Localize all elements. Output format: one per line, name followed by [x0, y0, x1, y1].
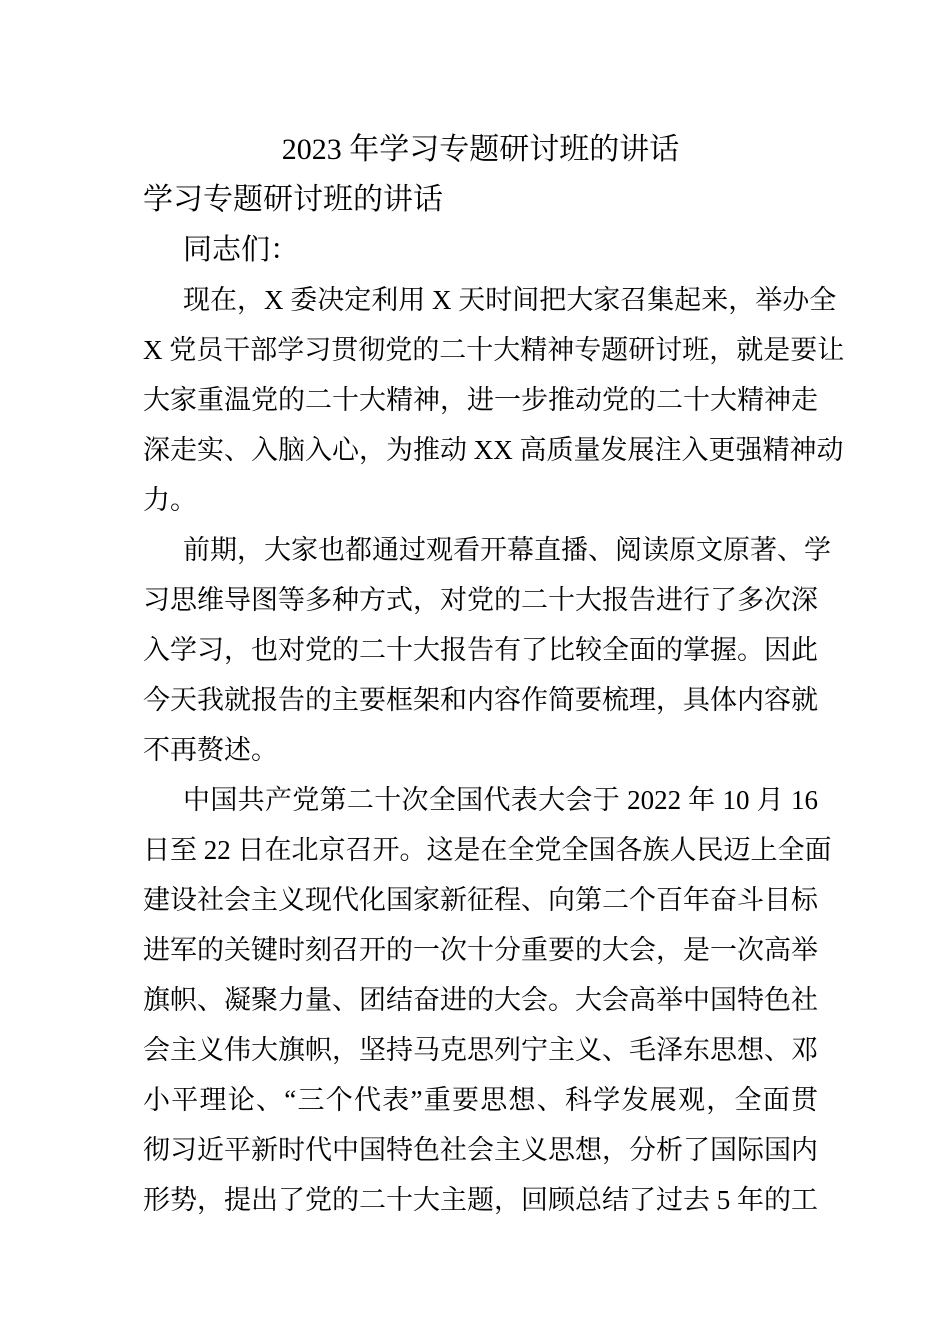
- text-line: 旗帜、凝聚力量、团结奋进的大会。大会高举中国特色社: [143, 985, 818, 1015]
- text-line: 小平理论、“三个代表”重要思想、科学发展观，全面贯: [143, 1085, 818, 1115]
- paragraph-2: [143, 525, 831, 775]
- text-line: 建设社会主义现代化国家新征程、向第二个百年奋斗目标: [143, 885, 818, 915]
- text-line: 力。: [143, 485, 197, 515]
- text-line: 今天我就报告的主要框架和内容作简要梳理，具体内容就: [143, 685, 818, 715]
- text-line: 日至 22 日在北京召开。这是在全党全国各族人民迈上全面: [143, 835, 832, 865]
- text-line: 现在，X 委决定利用 X 天时间把大家召集起来，举办全: [183, 285, 837, 315]
- document-subtitle: 学习专题研讨班的讲话: [143, 183, 443, 216]
- text-line: 不再赘述。: [143, 735, 278, 765]
- text-line: 习思维导图等多种方式，对党的二十大报告进行了多次深: [143, 585, 818, 615]
- text-line: 大家重温党的二十大精神，进一步推动党的二十大精神走: [143, 385, 818, 415]
- text-line: 形势，提出了党的二十大主题，回顾总结了过去 5 年的工: [143, 1185, 818, 1215]
- text-line: X 党员干部学习贯彻党的二十大精神专题研讨班，就是要让: [143, 335, 845, 365]
- paragraph-3: [143, 775, 832, 1225]
- text-line: 彻习近平新时代中国特色社会主义思想，分析了国际国内: [143, 1135, 818, 1165]
- document-title: 2023 年学习专题研讨班的讲话: [281, 133, 680, 166]
- text-line: 中国共产党第二十次全国代表大会于 2022 年 10 月 16: [183, 785, 818, 815]
- text-line: 会主义伟大旗帜，坚持马克思列宁主义、毛泽东思想、邓: [143, 1035, 818, 1065]
- paragraph-1: [143, 275, 845, 525]
- text-line: 深走实、入脑入心，为推动 XX 高质量发展注入更强精神动: [143, 435, 844, 465]
- text-line: 前期，大家也都通过观看开幕直播、阅读原文原著、学: [183, 535, 831, 565]
- text-line: 进军的关键时刻召开的一次十分重要的大会，是一次高举: [143, 935, 818, 965]
- salutation-line: 同志们：: [183, 234, 300, 266]
- text-line: 入学习，也对党的二十大报告有了比较全面的掌握。因此: [143, 635, 818, 665]
